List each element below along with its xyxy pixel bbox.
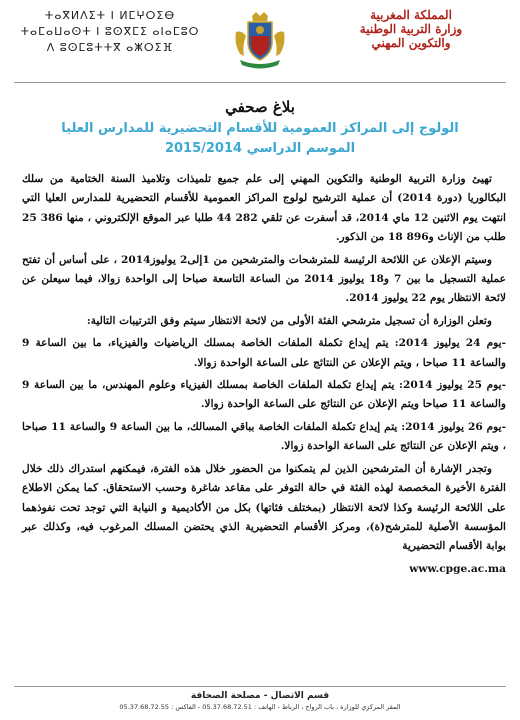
paragraph-main-list: وسيتم الإعلان عن اللائحة الرئيسة للمترشحات والمترشحين من 1إلى2 يوليوز2014 ، على أساس أن تفتح عملية التسجيل ما بين 7 و18 يوليوز 2014 من الساعة التاسعة صباحا إلى الواحدة زوالا، فيما سيعلن عن لائحة الانتظار يوم 22 يوليوز 2014. — [22, 253, 506, 305]
schedule-day-1: -يوم 24 يوليوز 2014: يتم إيداع تكملة الملفات الخاصة بمسلك الرياضيات والفيزياء، ما بين الساعة 9 والساعة 11 صباحا ، ويتم الإعلان عن النتائج على الساعة الواحدة زوالا. — [22, 337, 506, 369]
tifinagh-ministry-name — [10, 8, 210, 56]
page-title: بلاغ صحفي — [225, 98, 295, 116]
arabic-ministry-name — [316, 8, 506, 50]
arabic-line-3: والتكوين المهني — [371, 36, 451, 50]
school-year: الموسم الدراسي 2015/2014 — [164, 141, 356, 156]
paragraph-intro: تهيئ وزارة التربية الوطنية والتكوين المهني إلى علم جميع تلميذات وتلاميذ السنة الختامية من سلك البكالوريا (دورة 2014) أن عملية الترشيح لولوج المراكز العمومية للأقسام التحضيرية للمدارس العليا التي انتهت يوم الاثنين 12 ماي 2014، قد أسفرت عن تلقي 282 44 طلبا عبر الموقع الإلكتروني ، منها 386 25 طلب من الإناث و896 18 من الذكور. — [22, 173, 507, 244]
arabic-line-2: وزارة التربية الوطنية — [359, 22, 463, 36]
tifinagh-line-3: ⴷ ⵓⵙⵎⵓⵜⵜⴳ ⴰⵥⵔⵉⴼ — [46, 41, 174, 54]
paragraph-note: وتجدر الإشارة أن المترشحين الذين لم يتمكنوا من الحضور خلال هذه الفترة، فيمكنهم استدراك ذلك خلال الفترة الأخيرة المخصصة لهذه الفئة في حالة التوفر على مقاعد شاغرة وحسب الاستحقاق. كما يمكن الاطلاع على اللائحة الرئيسة وكذا لائحة الانتظار (بمختلف فئاتها) بكل من الأكاديمية و النيابة التي توجد تحت نفوذهما المؤسسة الأصلية للمترشح(ة)، ومركز الأقسام التحضيرية الذي يحتضن المسلك المرغوب فيه، وكذلك عبر بوابة الأقسام التحضيرية — [22, 462, 506, 553]
header-divider — [14, 82, 506, 83]
portal-link[interactable]: www.cpge.ac.ma — [409, 562, 506, 575]
schedule-day-3: -يوم 26 يوليوز 2014: يتم إيداع تكملة الملفات الخاصة بباقي المسالك، ما بين الساعة 9 والساعة 11 صباحا ، ويتم الإعلان عن النتائج على الساعة الواحدة زوالا. — [22, 420, 506, 453]
coat-of-arms-icon — [230, 10, 290, 70]
paragraph-waiting-list: وتعلن الوزارة أن تسجيل مترشحي الفئة الأولى من لائحة الانتظار سيتم وفق الترتيبات التالية: — [86, 314, 492, 327]
letterhead — [0, 0, 520, 80]
schedule-day-2: -يوم 25 يوليوز 2014: يتم إيداع تكملة الملفات الخاصة بمسلك الفيزياء وعلوم المهندس، ما بين الساعة 9 والساعة 11 صباحا ويتم الإعلان عن النتائج على الساعة الواحدة زوالا. — [22, 379, 506, 411]
footer-address: المقر المركزي للوزارة ، باب الرواح ، الرباط - الهاتف : 05.37.68.72.51 - الفاكس : 05.37.68.72.55 — [119, 703, 401, 711]
press-release-body — [22, 170, 506, 579]
tifinagh-line-1: ⵜⴰⴳⵍⴷⵉⵜ ⵏ ⵍⵎⵖⵔⵉⴱ — [44, 9, 176, 22]
footer-divider — [14, 686, 506, 687]
page-subtitle: الولوج إلى المراكز العمومية للأقسام التحضيرية للمدارس العليا — [61, 121, 459, 136]
arabic-line-1: المملكة المغربية — [370, 8, 452, 22]
title-block — [0, 96, 520, 158]
footer — [0, 690, 520, 720]
footer-department: قسم الاتصال - مصلحة الصحافة — [190, 691, 330, 701]
tifinagh-line-2: ⵜⴰⵎⴰⵡⴰⵙⵜ ⵏ ⵓⵙⴳⵎⵉ ⴰⵏⴰⵎⵓⵔ — [20, 25, 200, 38]
